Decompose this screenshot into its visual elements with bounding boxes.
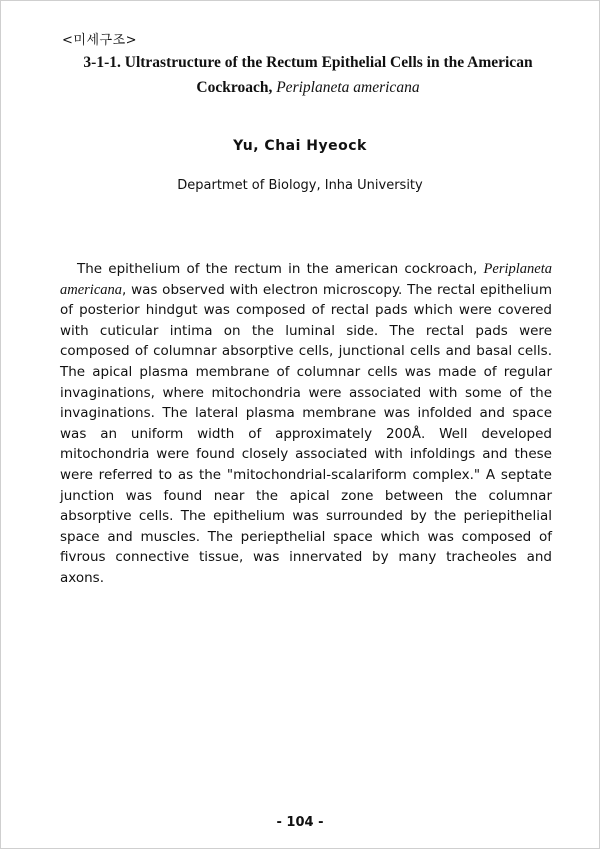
paper-title xyxy=(60,50,556,100)
abstract-body xyxy=(60,259,552,589)
author-affiliation: Departmet of Biology, Inha University xyxy=(177,178,423,193)
abstract-species-name: Periplaneta americana xyxy=(60,261,552,298)
section-tag: <미세구조> xyxy=(62,33,138,48)
abstract-text-part1: The epithelium of the rectum in the american cockroach, xyxy=(77,261,484,277)
abstract-text-part2: , was observed with electron microscopy. The rectal epithelium of posterior hindgut was composed of rectal pads which were covered with cuticular intima on the luminal side. The rectal pads were composed of columnar absorptive cells, junctional cells and basal cells. The apical plasma membrane of columnar cells was made of regular invaginations, where mitochondria were associated with some of the invaginations. The lateral plasma membrane was infolded and space was an uniform width of approximately 200Å. Well developed mitochondria were found closely associated with infoldings and these were referred to as the "mitochondrial-scalariform complex." A septate junction was found near the apical zone between the columnar absorptive cells. The epithelium was surrounded by the periepithelial space and muscles. The periepthelial space which was composed of fivrous connective tissue, was innervated by many tracheoles and axons. xyxy=(60,281,552,586)
title-species: Periplaneta americana xyxy=(276,79,420,96)
title-main: 3-1-1. Ultrastructure of the Rectum Epithelial Cells in the American Cockroach, xyxy=(83,54,533,96)
abstract-paragraph xyxy=(60,259,552,589)
page-number: - 104 - xyxy=(276,815,324,830)
author-name: Yu, Chai Hyeock xyxy=(233,138,367,154)
